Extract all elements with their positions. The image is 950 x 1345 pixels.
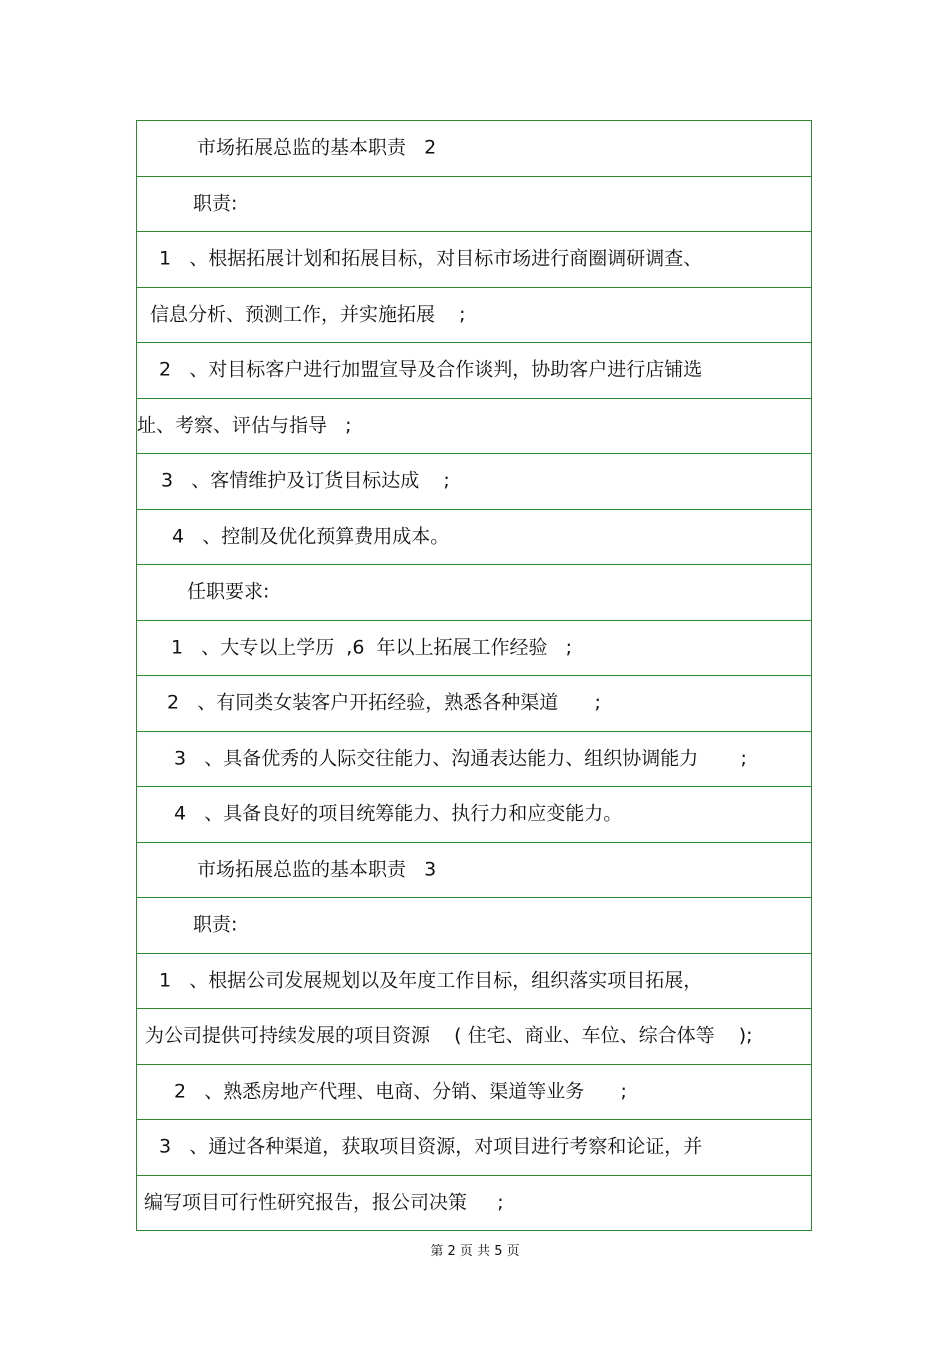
- heading-text: 职责:: [193, 913, 238, 936]
- page-number-footer: 第 2 页 共 5 页: [430, 1244, 520, 1259]
- text-row: [137, 676, 811, 732]
- text-row: [137, 732, 811, 788]
- text-line: 3 、通过各种渠道，获取项目资源，对项目进行考察和论证，并: [159, 1135, 703, 1158]
- text-row: [137, 399, 811, 455]
- text-line: 为公司提供可持续发展的项目资源 ( 住宅、商业、车位、综合体等 );: [145, 1024, 753, 1047]
- heading-text: 职责:: [193, 192, 238, 215]
- text-row: [137, 288, 811, 344]
- text-line: 2 、有同类女装客户开拓经验，熟悉各种渠道 ;: [167, 691, 601, 714]
- text-line: 3 、客情维护及订货目标达成 ;: [161, 469, 450, 492]
- text-line: 1 、根据拓展计划和拓展目标，对目标市场进行商圈调研调查、: [159, 247, 703, 270]
- text-row: [137, 343, 811, 399]
- text-line: 4 、控制及优化预算费用成本。: [172, 525, 450, 548]
- text-line: 1 、大专以上学历 ,6 年以上拓展工作经验 ;: [171, 636, 573, 659]
- document-frame: [136, 120, 812, 1231]
- text-row: [137, 787, 811, 843]
- text-line: 3 、具备优秀的人际交往能力、沟通表达能力、组织协调能力 ;: [174, 747, 747, 770]
- section-title: 市场拓展总监的基本职责 2: [197, 136, 437, 159]
- section-title-row: [137, 121, 811, 177]
- text-row: [137, 1009, 811, 1065]
- heading-row: [137, 565, 811, 621]
- text-line: 编写项目可行性研究报告，报公司决策 ;: [144, 1191, 504, 1214]
- text-line: 2 、对目标客户进行加盟宣导及合作谈判，协助客户进行店铺选: [159, 358, 703, 381]
- heading-row: [137, 177, 811, 233]
- text-line: 1 、根据公司发展规划以及年度工作目标，组织落实项目拓展，: [159, 969, 703, 992]
- text-row: [137, 954, 811, 1010]
- text-row: [137, 510, 811, 566]
- text-row: [137, 454, 811, 510]
- text-row: [137, 1065, 811, 1121]
- text-row: [137, 1176, 811, 1232]
- text-line: 4 、具备良好的项目统筹能力、执行力和应变能力。: [174, 802, 623, 825]
- text-row: [137, 232, 811, 288]
- heading-row: [137, 898, 811, 954]
- text-line: 信息分析、预测工作，并实施拓展 ;: [150, 303, 466, 326]
- text-row: [137, 1120, 811, 1176]
- section-title-row: [137, 843, 811, 899]
- text-line: 2 、熟悉房地产代理、电商、分销、渠道等业务 ;: [174, 1080, 627, 1103]
- section-title: 市场拓展总监的基本职责 3: [197, 858, 437, 881]
- text-line: 址、考察、评估与指导 ;: [137, 414, 352, 437]
- text-row: [137, 621, 811, 677]
- heading-text: 任职要求:: [187, 580, 270, 603]
